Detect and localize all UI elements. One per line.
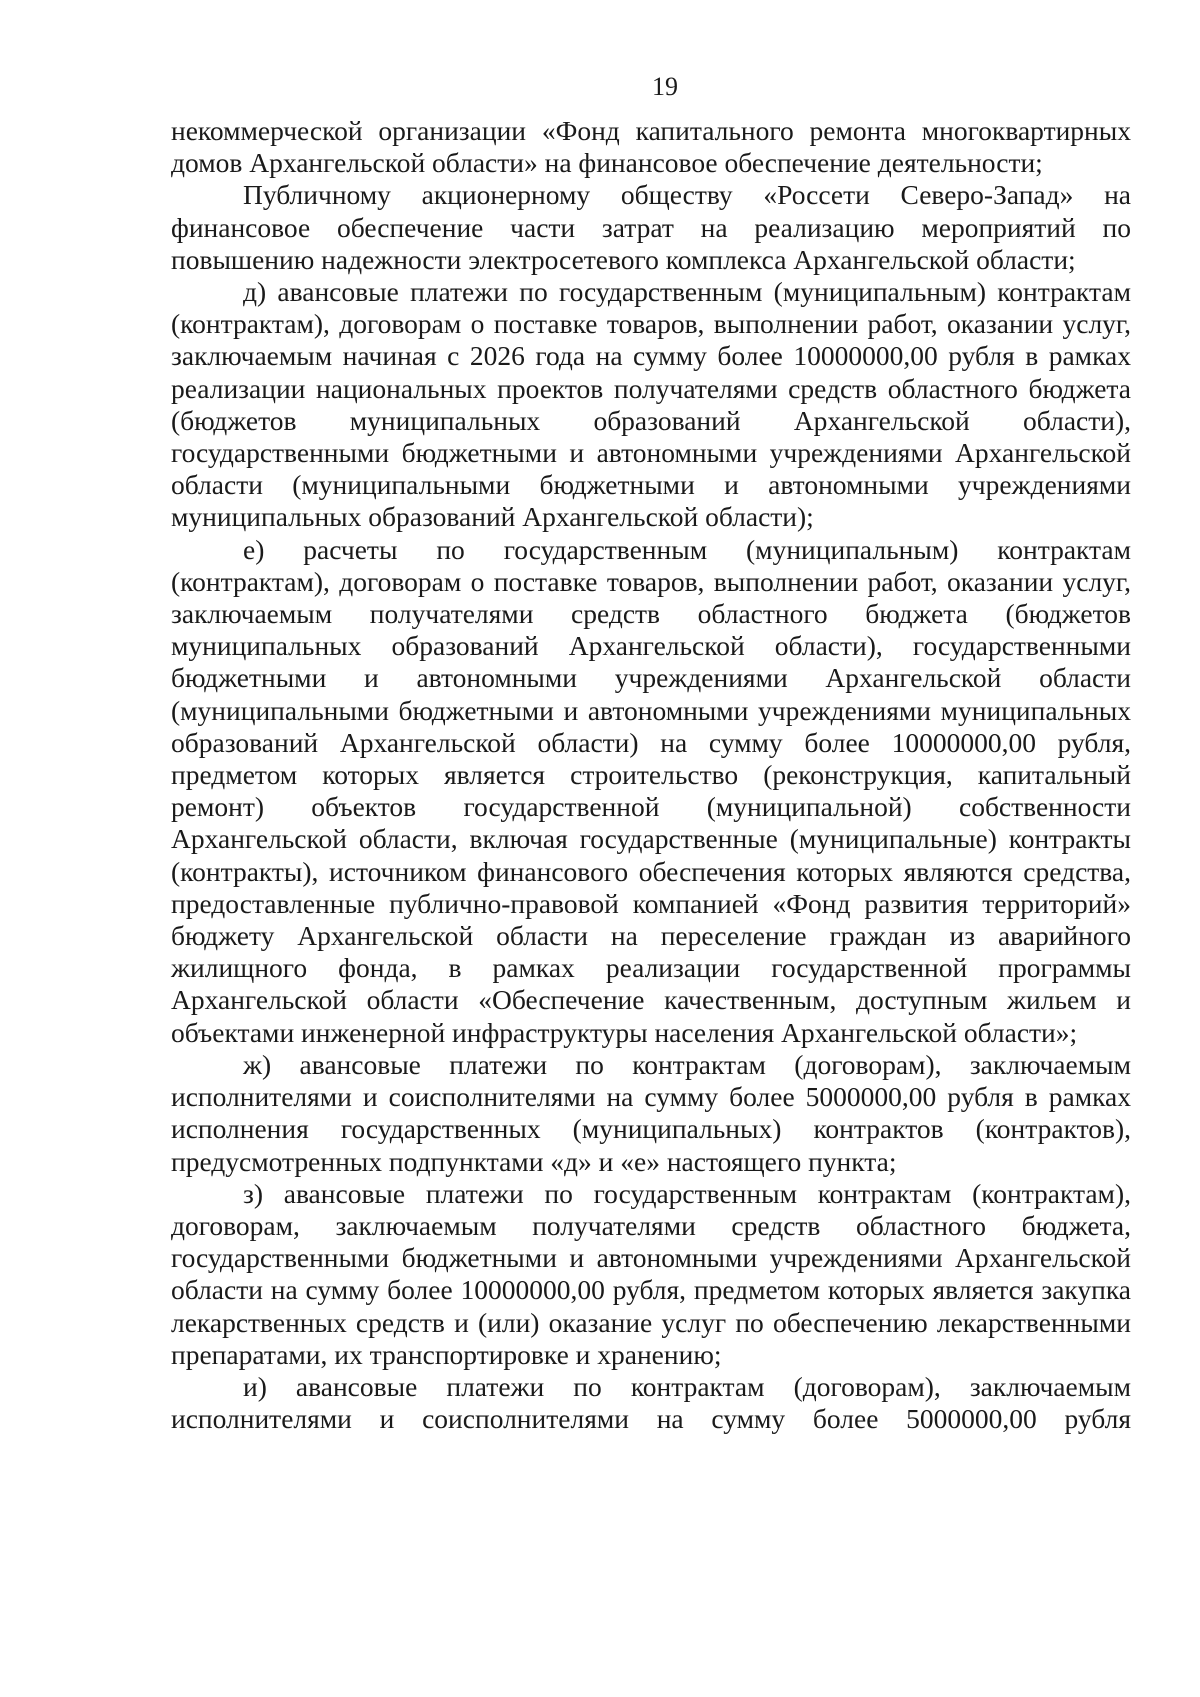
paragraph-item-z: з) авансовые платежи по государственным контрактам (контрактам), договорам, заключаемым получателями средств областного бюджета, государственными бюджетными и автономными учреждениями Архангельской области на сумму более 10000000,00 рубля, предметом которых является закупка лекарственных средств и (или) оказание услуг по обеспечению лекарственными препаратами, их транспортировке и хранению; xyxy=(171,1177,1131,1370)
paragraph-item-e: е) расчеты по государственным (муниципальным) контрактам (контрактам), договорам о поставке товаров, выполнении работ, оказании услуг, заключаемым получателями средств областного бюджета (бюджетов муниципальных образований Архангельской области), государственными бюджетными и автономными учреждениями Архангельской области (муниципальными бюджетными и автономными учреждениями муниципальных образований Архангельской области) на сумму более 10000000,00 рубля, предметом которых является строительство (реконструкция, капитальный ремонт) объектов государственной (муниципальной) собственности Архангельской области, включая государственные (муниципальные) контракты (контракты), источником финансового обеспечения которых являются средства, предоставленные публично-правовой компанией «Фонд развития территорий» бюджету Архангельской области на переселение граждан из аварийного жилищного фонда, в рамках реализации государственной программы Архангельской области «Обеспечение качественным, доступным жильем и объектами инженерной инфраструктуры населения Архангельской области»; xyxy=(171,533,1131,1048)
page-number: 19 xyxy=(652,72,678,101)
paragraph-rosseti: Публичному акционерному обществу «Россети Северо-Запад» на финансовое обеспечение части затрат на реализацию мероприятий по повышению надежности электросетевого комплекса Архангельской области; xyxy=(171,179,1131,275)
paragraph-item-d: д) авансовые платежи по государственным (муниципальным) контрактам (контрактам), договорам о поставке товаров, выполнении работ, оказании услуг, заключаемым начиная с 2026 года на сумму более 10000000,00 рубля в рамках реализации национальных проектов получателями средств областного бюджета (бюджетов муниципальных образований Архангельской области), государственными бюджетными и автономными учреждениями Архангельской области (муниципальными бюджетными и автономными учреждениями муниципальных образований Архангельской области); xyxy=(171,276,1131,533)
paragraph-item-zh: ж) авансовые платежи по контрактам (договорам), заключаемым исполнителями и соисполнителями на сумму более 5000000,00 рубля в рамках исполнения государственных (муниципальных) контрактов (контрактов), предусмотренных подпунктами «д» и «е» настоящего пункта; xyxy=(171,1048,1131,1177)
paragraph-item-i: и) авансовые платежи по контрактам (договорам), заключаемым исполнителями и соисполнителями на сумму более 5000000,00 рубля xyxy=(171,1370,1131,1435)
paragraph-continuation: некоммерческой организации «Фонд капитального ремонта многоквартирных домов Архангельской области» на финансовое обеспечение деятельности; xyxy=(171,115,1131,179)
document-body xyxy=(171,115,1131,1435)
